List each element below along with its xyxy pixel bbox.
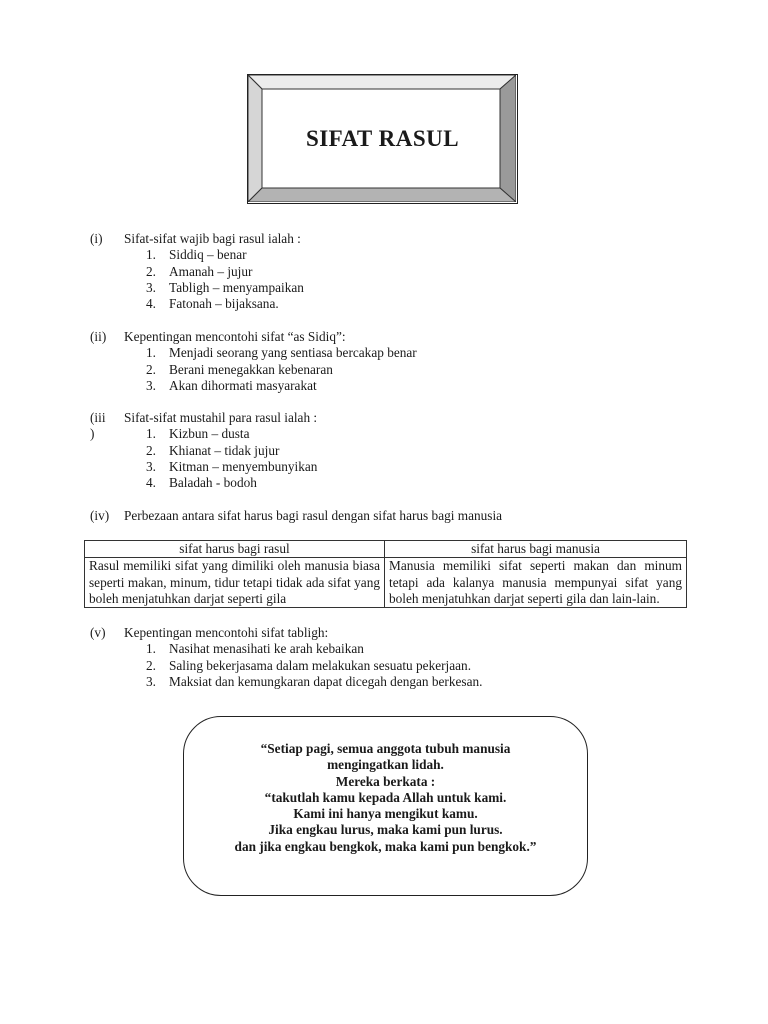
item-number: 2.	[146, 657, 156, 673]
table-header-manusia: sifat harus bagi manusia	[385, 541, 687, 558]
quote-box	[183, 716, 588, 896]
item-number: 2.	[146, 361, 156, 377]
item-number: 1.	[146, 641, 156, 657]
table-cell-rasul: Rasul memiliki sifat yang dimiliki oleh manusia biasa seperti makan, minum, tidur tetapi tidak ada sifat yang boleh menjatuhkan darjat seperti gila	[85, 558, 385, 608]
item-number: 3.	[146, 673, 156, 689]
item-number: 3.	[146, 377, 156, 393]
comparison-table	[84, 540, 687, 608]
section-heading: Kepentingan mencontohi sifat “as Sidiq”:	[124, 329, 346, 344]
item-text: Berani menegakkan kebenaran	[169, 361, 333, 377]
section-heading: Sifat-sifat mustahil para rasul ialah :	[124, 410, 318, 425]
section-marker: (i)	[90, 231, 103, 246]
table-cell-manusia: Manusia memiliki sifat seperti makan dan minum tetapi ada kalanya manusia mempunyai sifat yang boleh menjatuhkan darjat seperti gila dan lain-lain.	[385, 558, 687, 608]
section-marker: (v)	[90, 625, 106, 640]
section-heading: Kepentingan mencontohi sifat tabligh:	[124, 625, 329, 640]
item-text: Amanah – jujur	[169, 263, 253, 279]
item-text: Kizbun – dusta	[169, 426, 250, 442]
quote-line: Jika engkau lurus, maka kami pun lurus.	[268, 822, 503, 838]
table-header-row	[85, 541, 687, 558]
item-number: 4.	[146, 296, 156, 312]
item-number: 1.	[146, 345, 156, 361]
quote-line: “takutlah kamu kepada Allah untuk kami.	[264, 789, 507, 805]
quote-line: “Setiap pagi, semua anggota tubuh manusia	[260, 741, 511, 756]
item-number: 2.	[146, 442, 156, 458]
page-title: SIFAT RASUL	[305, 126, 460, 151]
quote-line: mengingatkan lidah.	[327, 757, 444, 773]
title-frame	[247, 74, 518, 204]
item-number: 2.	[146, 263, 156, 279]
item-text: Saling bekerjasama dalam melakukan sesuatu pekerjaan.	[169, 657, 472, 673]
section-heading: Sifat-sifat wajib bagi rasul ialah :	[124, 231, 301, 246]
item-text: Baladah - bodoh	[169, 475, 257, 491]
quote-line: dan jika engkau bengkok, maka kami pun bengkok.”	[234, 838, 537, 854]
item-text: Khianat – tidak jujur	[169, 442, 280, 458]
table-header-rasul: sifat harus bagi rasul	[85, 541, 385, 558]
section-heading: Perbezaan antara sifat harus bagi rasul dengan sifat harus bagi manusia	[124, 508, 503, 523]
item-number: 1.	[146, 426, 156, 442]
section-marker-line1: (iii	[90, 410, 106, 425]
item-text: Tabligh – menyampaikan	[169, 279, 304, 295]
item-number: 3.	[146, 458, 156, 474]
section-marker-line2: )	[90, 426, 95, 442]
quote-line: Kami ini hanya mengikut kamu.	[293, 806, 478, 822]
item-text: Nasihat menasihati ke arah kebaikan	[169, 641, 364, 657]
item-text: Menjadi seorang yang sentiasa bercakap benar	[169, 345, 417, 361]
item-text: Siddiq – benar	[169, 247, 247, 263]
item-text: Maksiat dan kemungkaran dapat dicegah dengan berkesan.	[169, 673, 483, 689]
item-number: 1.	[146, 247, 156, 263]
item-text: Kitman – menyembunyikan	[169, 458, 318, 474]
item-text: Fatonah – bijaksana.	[169, 296, 279, 312]
item-number: 4.	[146, 475, 156, 491]
section-marker: (iv)	[90, 508, 110, 523]
section-marker	[90, 410, 120, 443]
section-marker: (ii)	[90, 329, 107, 344]
table-row	[85, 558, 687, 608]
item-number: 3.	[146, 279, 156, 295]
quote-line: Mereka berkata :	[335, 773, 436, 789]
item-text: Akan dihormati masyarakat	[169, 377, 317, 393]
